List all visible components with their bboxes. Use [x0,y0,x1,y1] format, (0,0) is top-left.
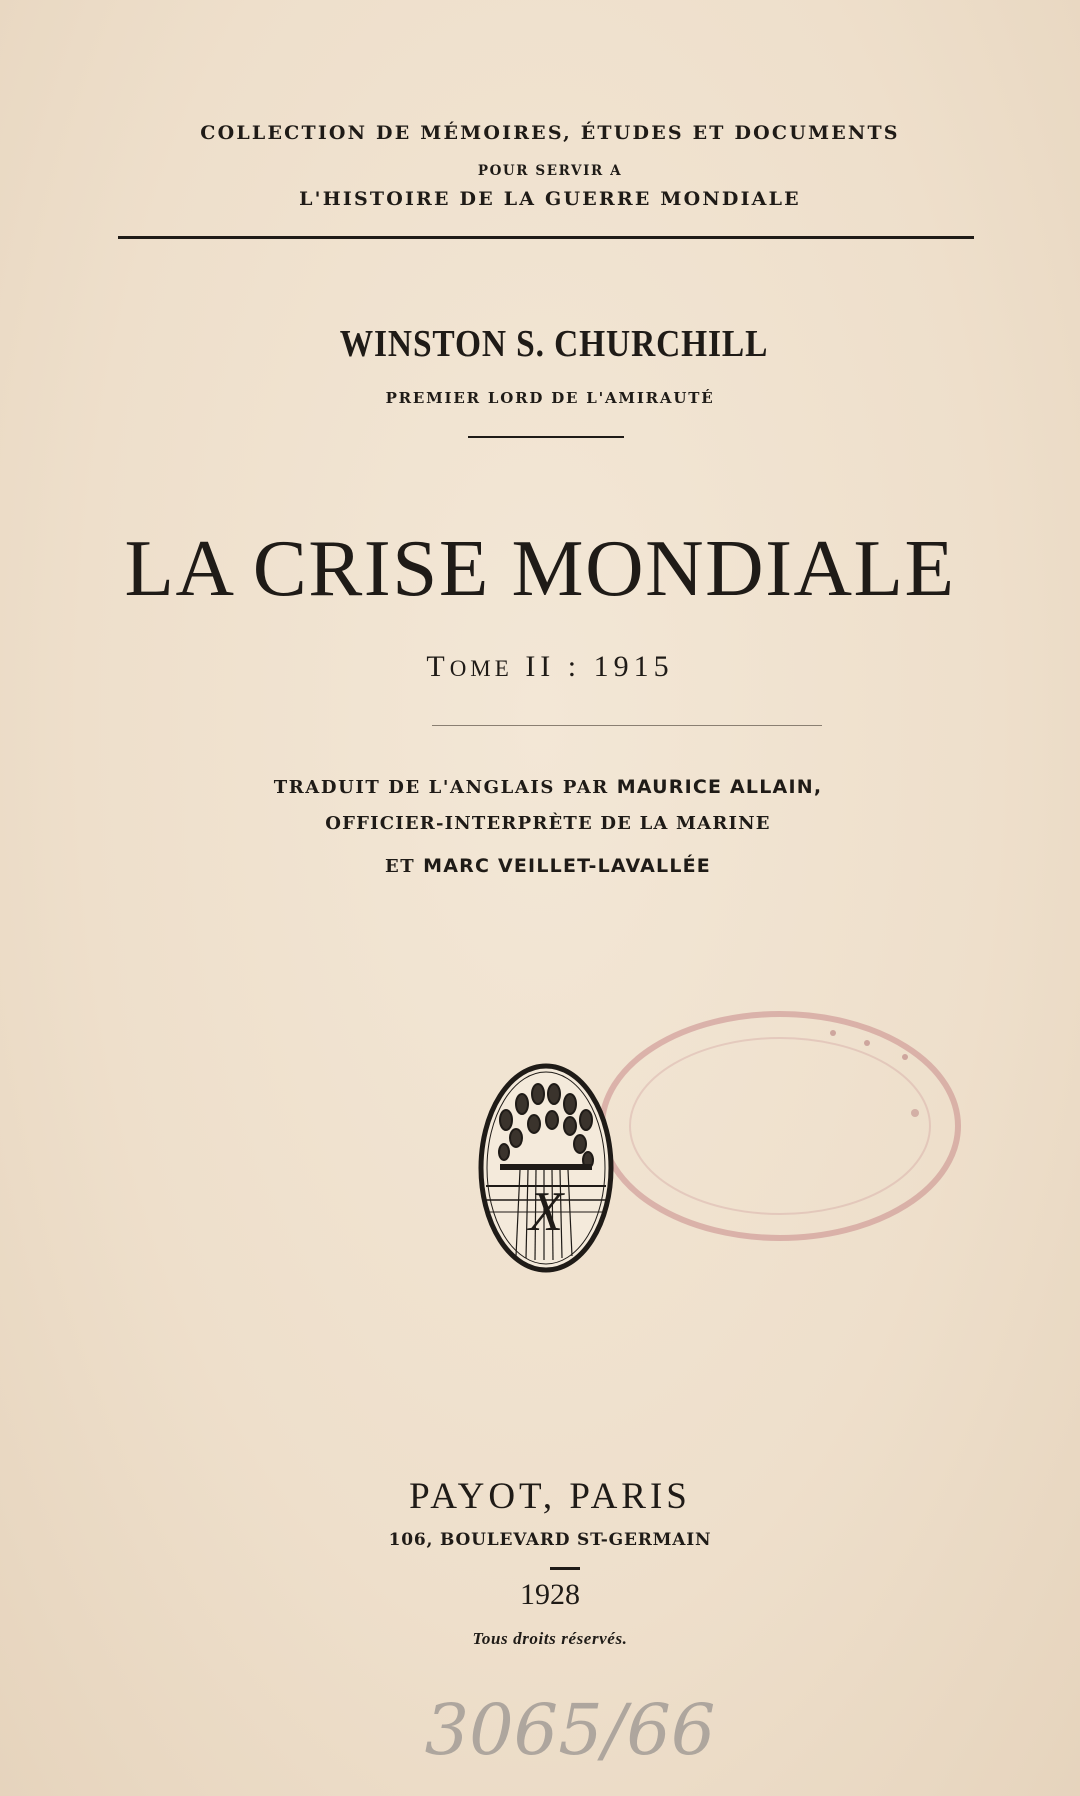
author-name: WINSTON S. CHURCHILL [339,323,769,365]
publisher-address: 106, BOULEVARD ST-GERMAIN [388,1530,712,1550]
author-role: PREMIER LORD DE L'AMIRAUTÉ [385,389,715,407]
publisher-rule [550,1567,580,1570]
publisher-emblem [476,1060,616,1280]
top-rule [118,236,974,239]
translation-prefix: TRADUIT DE L'ANGLAIS PAR [273,777,617,798]
volume-smallcaps: OME [449,656,513,681]
shelfmark-text: 3065/66 [424,1689,716,1771]
volume-prefix: T [426,650,450,683]
volume-rule [432,725,822,726]
translation-line-3 [8,855,1080,877]
translation-conjunction: ET [384,856,424,877]
author-rule [468,436,624,438]
handwritten-shelfmark [410,1676,730,1776]
publication-year: 1928 [520,1578,580,1611]
publisher-name: PAYOT, PARIS [409,1476,691,1517]
series-title-line-3: L'HISTOIRE DE LA GUERRE MONDIALE [299,188,801,210]
series-title-line-1: COLLECTION DE MÉMOIRES, ÉTUDES ET DOCUMENTS [200,122,900,144]
rights-notice: Tous droits réservés. [472,1629,628,1648]
translation-line-2: OFFICIER-INTERPRÈTE DE LA MARINE [325,813,771,834]
translator-name-1: MAURICE ALLAIN, [616,776,823,798]
series-title-line-2: POUR SERVIR A [477,163,623,179]
translator-name-2: MARC VEILLET-LAVALLÉE [423,855,711,877]
volume-line [10,650,1080,684]
volume-rest: II : 1915 [512,650,674,683]
translation-line-1 [8,776,1080,798]
emblem-monogram: X [528,1181,564,1243]
book-title: LA CRISE MONDIALE [124,523,956,613]
library-stamp [585,995,975,1257]
